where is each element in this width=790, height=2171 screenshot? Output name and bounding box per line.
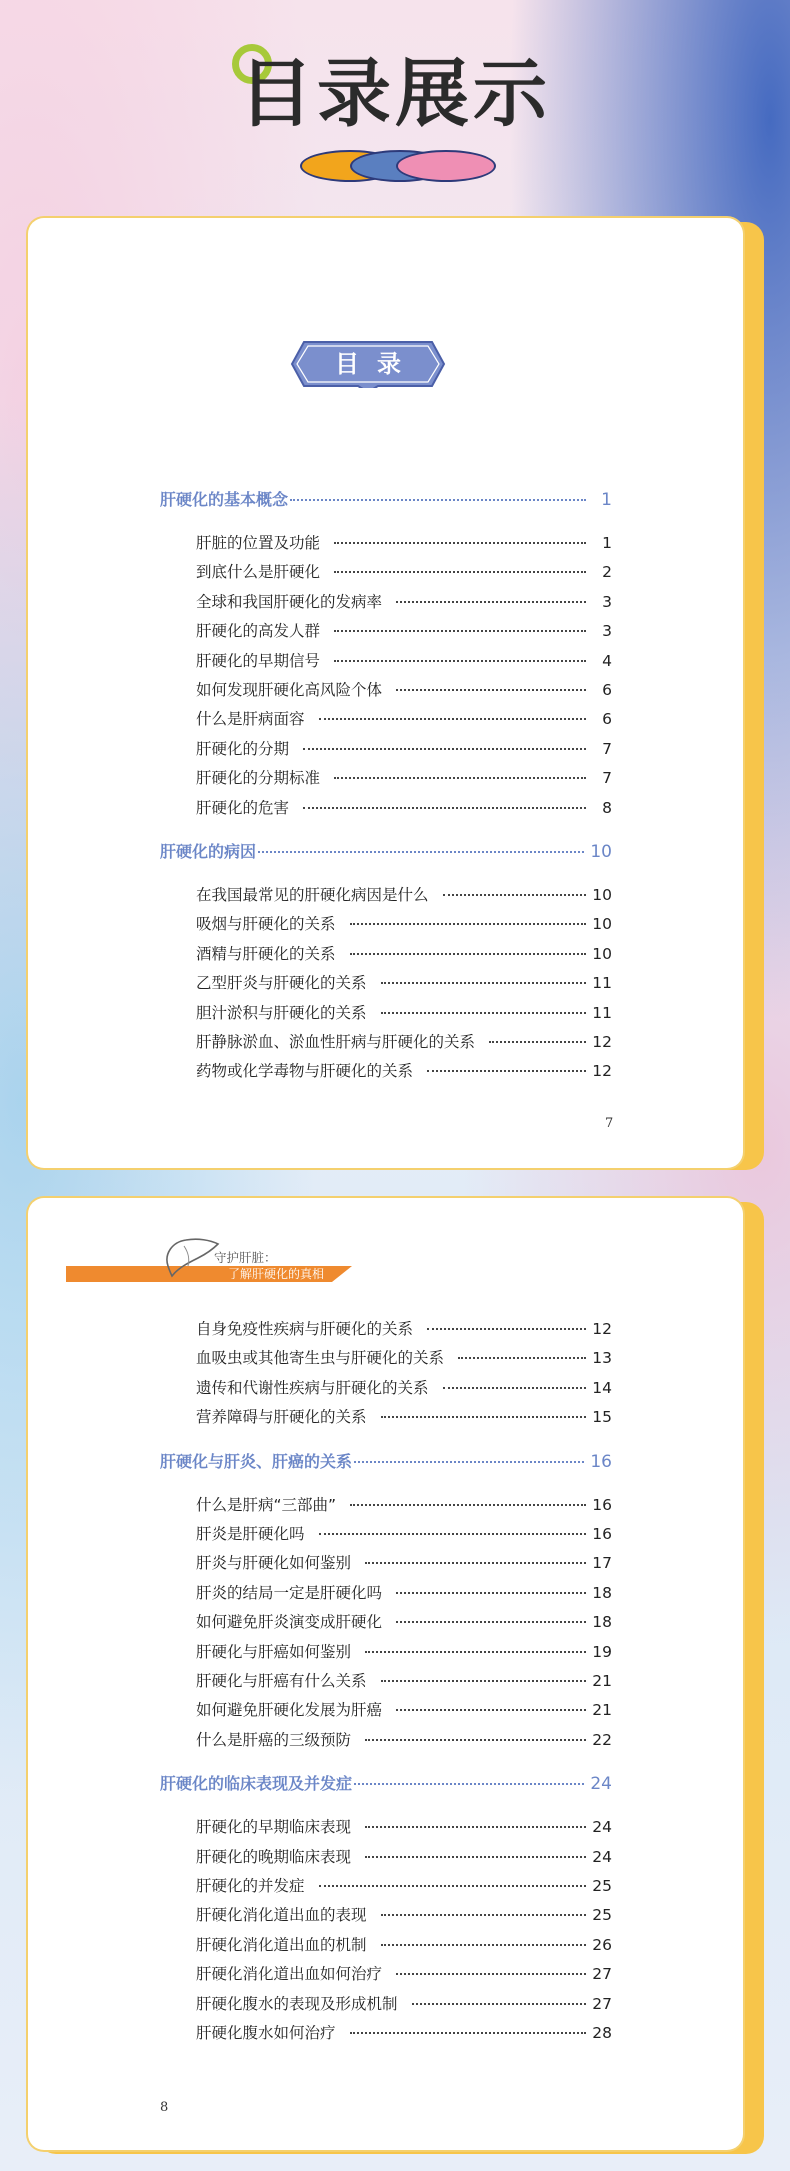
toc-page-number: 12	[592, 1062, 612, 1081]
toc-badge	[290, 340, 446, 388]
toc-entry[interactable]	[196, 1030, 612, 1052]
toc-page-number: 11	[592, 1003, 612, 1022]
toc-page-number: 1	[602, 534, 612, 552]
toc-page-number: 24	[592, 1847, 612, 1866]
toc-page-number: 2	[602, 563, 612, 582]
dot-leader	[458, 1357, 586, 1359]
toc-entry[interactable]	[196, 649, 612, 671]
dot-leader	[354, 1783, 584, 1785]
toc-title: 遗传和代谢性疾病与肝硬化的关系	[196, 1378, 429, 1397]
toc-title: 肝硬化的分期	[196, 739, 290, 758]
dot-leader	[350, 953, 586, 955]
dot-leader	[381, 1680, 586, 1682]
toc-title: 如何避免肝炎演变成肝硬化	[196, 1613, 383, 1632]
toc-title: 什么是肝病面容	[196, 710, 305, 729]
toc-title: 肝硬化的临床表现及并发症	[160, 1774, 353, 1794]
dot-leader	[365, 1739, 586, 1741]
toc-title: 肝炎是肝硬化吗	[196, 1525, 305, 1543]
toc-title: 在我国最常见的肝硬化病因是什么	[196, 886, 429, 904]
toc-entry[interactable]	[196, 883, 612, 905]
toc-entry[interactable]	[196, 1728, 612, 1750]
toc-title: 肝硬化的早期临床表现	[196, 1818, 352, 1837]
toc-page-number: 12	[592, 1033, 612, 1051]
toc-page-number: 28	[592, 2024, 612, 2042]
dot-leader	[350, 2032, 586, 2034]
dot-leader	[396, 601, 586, 603]
dot-leader	[258, 851, 584, 853]
toc-page-number: 11	[592, 974, 612, 993]
dot-leader	[354, 1461, 584, 1463]
toc-page-number: 17	[592, 1554, 612, 1573]
toc-page-number: 10	[592, 944, 612, 963]
toc-page-number: 6	[602, 681, 612, 699]
dot-leader	[334, 571, 586, 573]
toc-entry[interactable]	[196, 912, 612, 934]
toc-page-number: 10	[590, 842, 612, 862]
toc-entry[interactable]	[196, 1640, 612, 1662]
toc-entry[interactable]	[196, 560, 612, 582]
running-head-line2: 了解肝硬化的真相	[228, 1267, 325, 1281]
toc-entry[interactable]	[196, 1581, 612, 1603]
toc-title: 肝炎与肝硬化如何鉴别	[196, 1554, 352, 1573]
toc-title: 肝硬化的基本概念	[160, 490, 289, 509]
dot-leader	[381, 1416, 586, 1418]
toc-chapter[interactable]	[160, 839, 612, 862]
toc-page-number: 13	[592, 1349, 612, 1368]
toc-page-number: 16	[592, 1495, 612, 1514]
toc-chapter[interactable]	[160, 1449, 612, 1472]
toc-title: 酒精与肝硬化的关系	[196, 944, 336, 963]
toc-page-number: 14	[592, 1378, 612, 1397]
toc-badge-label: 目录	[335, 349, 419, 378]
toc-page-number: 1	[601, 490, 612, 510]
toc-page-number: 24	[590, 1774, 612, 1795]
dot-leader	[319, 1885, 586, 1887]
toc-entry[interactable]	[196, 2021, 612, 2043]
toc-page-number: 21	[592, 1701, 612, 1720]
toc-page-number: 16	[592, 1525, 612, 1543]
toc-page-number: 3	[602, 592, 612, 611]
toc-entry[interactable]	[196, 971, 612, 993]
toc-entry[interactable]	[196, 1610, 612, 1632]
dot-leader	[290, 499, 586, 501]
toc-page-number: 4	[602, 651, 612, 670]
toc-page-number: 8	[602, 798, 612, 817]
toc-page-number: 15	[592, 1408, 612, 1427]
toc-title: 肝硬化腹水如何治疗	[196, 2024, 336, 2042]
toc-title: 肝硬化的分期标准	[196, 769, 321, 788]
toc-entry[interactable]	[196, 531, 612, 553]
running-head	[66, 1236, 366, 1284]
toc-page-number: 26	[592, 1935, 612, 1954]
toc-title: 如何避免肝硬化发展为肝癌	[196, 1701, 383, 1720]
page-number: 8	[160, 2100, 169, 2115]
toc-title: 肝静脉淤血、淤血性肝病与肝硬化的关系	[196, 1033, 476, 1051]
dot-leader	[443, 894, 586, 896]
toc-entry[interactable]	[196, 1845, 612, 1867]
dot-leader	[319, 1533, 586, 1535]
dot-leader	[412, 2003, 586, 2005]
dot-leader	[365, 1651, 586, 1653]
toc-title: 肝硬化与肝炎、肝癌的关系	[160, 1451, 353, 1471]
toc-title: 肝脏的位置及功能	[196, 534, 321, 552]
decorative-ovals	[300, 150, 500, 184]
toc-entry[interactable]	[196, 1903, 612, 1925]
dot-leader	[427, 1328, 586, 1330]
dot-leader	[381, 1012, 586, 1014]
toc-page-number: 27	[592, 1965, 612, 1984]
dot-leader	[365, 1826, 586, 1828]
toc-entry[interactable]	[196, 1317, 612, 1339]
toc-page-number: 24	[592, 1818, 612, 1837]
dot-leader	[350, 1504, 586, 1506]
dot-leader	[365, 1856, 586, 1858]
toc-title: 胆汁淤积与肝硬化的关系	[196, 1003, 367, 1022]
toc-page-number: 6	[602, 710, 612, 729]
toc-page-number: 3	[602, 622, 612, 641]
toc-title: 肝硬化的高发人群	[196, 622, 321, 641]
toc-title: 什么是肝病“三部曲”	[196, 1495, 337, 1514]
toc-title: 到底什么是肝硬化	[196, 563, 321, 582]
toc-title: 肝硬化的危害	[196, 798, 290, 817]
dot-leader	[381, 1944, 586, 1946]
toc-entry[interactable]	[196, 737, 612, 759]
dot-leader	[396, 1592, 586, 1594]
dot-leader	[396, 1621, 586, 1623]
toc-entry[interactable]	[196, 1962, 612, 1984]
toc-page-number: 25	[592, 1877, 612, 1895]
dot-leader	[443, 1387, 586, 1389]
page-number: 7	[605, 1116, 614, 1131]
toc-page-number: 25	[592, 1906, 612, 1925]
toc-title: 肝硬化与肝癌如何鉴别	[196, 1642, 352, 1661]
toc-entry[interactable]	[196, 707, 612, 729]
toc-page-number: 18	[592, 1583, 612, 1602]
toc-entry[interactable]	[196, 796, 612, 818]
page-title: 目录展示	[239, 51, 551, 137]
toc-entry[interactable]	[196, 1405, 612, 1427]
toc-page-number: 18	[592, 1613, 612, 1632]
dot-leader	[350, 923, 586, 925]
toc-entry[interactable]	[196, 1346, 612, 1368]
toc-entry[interactable]	[196, 1698, 612, 1720]
toc-title: 乙型肝炎与肝硬化的关系	[196, 974, 367, 993]
toc-entry[interactable]	[196, 1933, 612, 1955]
toc-page-number: 27	[592, 1994, 612, 2013]
dot-leader	[303, 748, 586, 750]
dot-leader	[381, 1914, 586, 1916]
toc-entry[interactable]	[196, 1551, 612, 1573]
toc-entry[interactable]	[196, 1992, 612, 2014]
dot-leader	[334, 777, 586, 779]
toc-page-number: 12	[592, 1320, 612, 1338]
toc-page-number: 21	[592, 1672, 612, 1690]
dot-leader	[396, 689, 586, 691]
dot-leader	[489, 1041, 586, 1043]
toc-title: 肝硬化消化道出血的机制	[196, 1935, 367, 1954]
toc-title: 肝硬化消化道出血如何治疗	[196, 1965, 383, 1984]
toc-entry[interactable]	[196, 942, 612, 964]
toc-entry[interactable]	[196, 1815, 612, 1837]
toc-entry[interactable]	[196, 1874, 612, 1896]
dot-leader	[334, 542, 586, 544]
toc-entry[interactable]	[196, 1376, 612, 1398]
toc-page-number: 10	[592, 915, 612, 934]
dot-leader	[334, 660, 586, 662]
dot-leader	[365, 1562, 586, 1564]
toc-page-number: 10	[592, 886, 612, 904]
dot-leader	[381, 982, 586, 984]
toc-page-number: 7	[602, 769, 612, 788]
toc-title: 血吸虫或其他寄生虫与肝硬化的关系	[196, 1349, 445, 1368]
pink-oval	[396, 150, 496, 182]
toc-entry[interactable]	[196, 1059, 612, 1081]
toc-title: 肝硬化的晚期临床表现	[196, 1847, 352, 1866]
toc-title: 什么是肝癌的三级预防	[196, 1730, 352, 1749]
toc-page-number: 16	[590, 1451, 612, 1472]
toc-title: 药物或化学毒物与肝硬化的关系	[196, 1062, 414, 1081]
toc-entry[interactable]	[196, 1669, 612, 1691]
toc-chapter[interactable]	[160, 487, 612, 510]
toc-page-number: 7	[602, 739, 612, 758]
running-head-line1: 守护肝脏：	[214, 1250, 277, 1265]
toc-entry[interactable]	[196, 619, 612, 641]
toc-entry[interactable]	[196, 766, 612, 788]
dot-leader	[303, 807, 586, 809]
toc-title: 肝炎的结局一定是肝硬化吗	[196, 1583, 383, 1602]
toc-chapter[interactable]	[160, 1771, 612, 1794]
dot-leader	[334, 630, 586, 632]
toc-title: 肝硬化的早期信号	[196, 651, 321, 670]
toc-entry[interactable]	[196, 1493, 612, 1515]
toc-entry[interactable]	[196, 1522, 612, 1544]
toc-title: 吸烟与肝硬化的关系	[196, 915, 336, 934]
toc-title: 肝硬化腹水的表现及形成机制	[196, 1994, 398, 2013]
toc-title: 肝硬化与肝癌有什么关系	[196, 1672, 367, 1690]
toc-page-number: 19	[592, 1642, 612, 1661]
toc-title: 全球和我国肝硬化的发病率	[196, 592, 383, 611]
toc-title: 自身免疫性疾病与肝硬化的关系	[196, 1320, 414, 1338]
toc-title: 营养障碍与肝硬化的关系	[196, 1408, 367, 1427]
dot-leader	[396, 1973, 586, 1975]
toc-title: 肝硬化消化道出血的表现	[196, 1906, 367, 1925]
toc-page-number: 22	[592, 1730, 612, 1749]
toc-title: 肝硬化的病因	[160, 842, 257, 861]
toc-title: 如何发现肝硬化高风险个体	[196, 681, 383, 699]
toc-title: 肝硬化的并发症	[196, 1877, 305, 1895]
dot-leader	[396, 1709, 586, 1711]
toc-entry[interactable]	[196, 1001, 612, 1023]
dot-leader	[427, 1070, 586, 1072]
toc-entry[interactable]	[196, 678, 612, 700]
toc-entry[interactable]	[196, 590, 612, 612]
dot-leader	[319, 718, 586, 720]
liver-icon	[162, 1236, 222, 1280]
